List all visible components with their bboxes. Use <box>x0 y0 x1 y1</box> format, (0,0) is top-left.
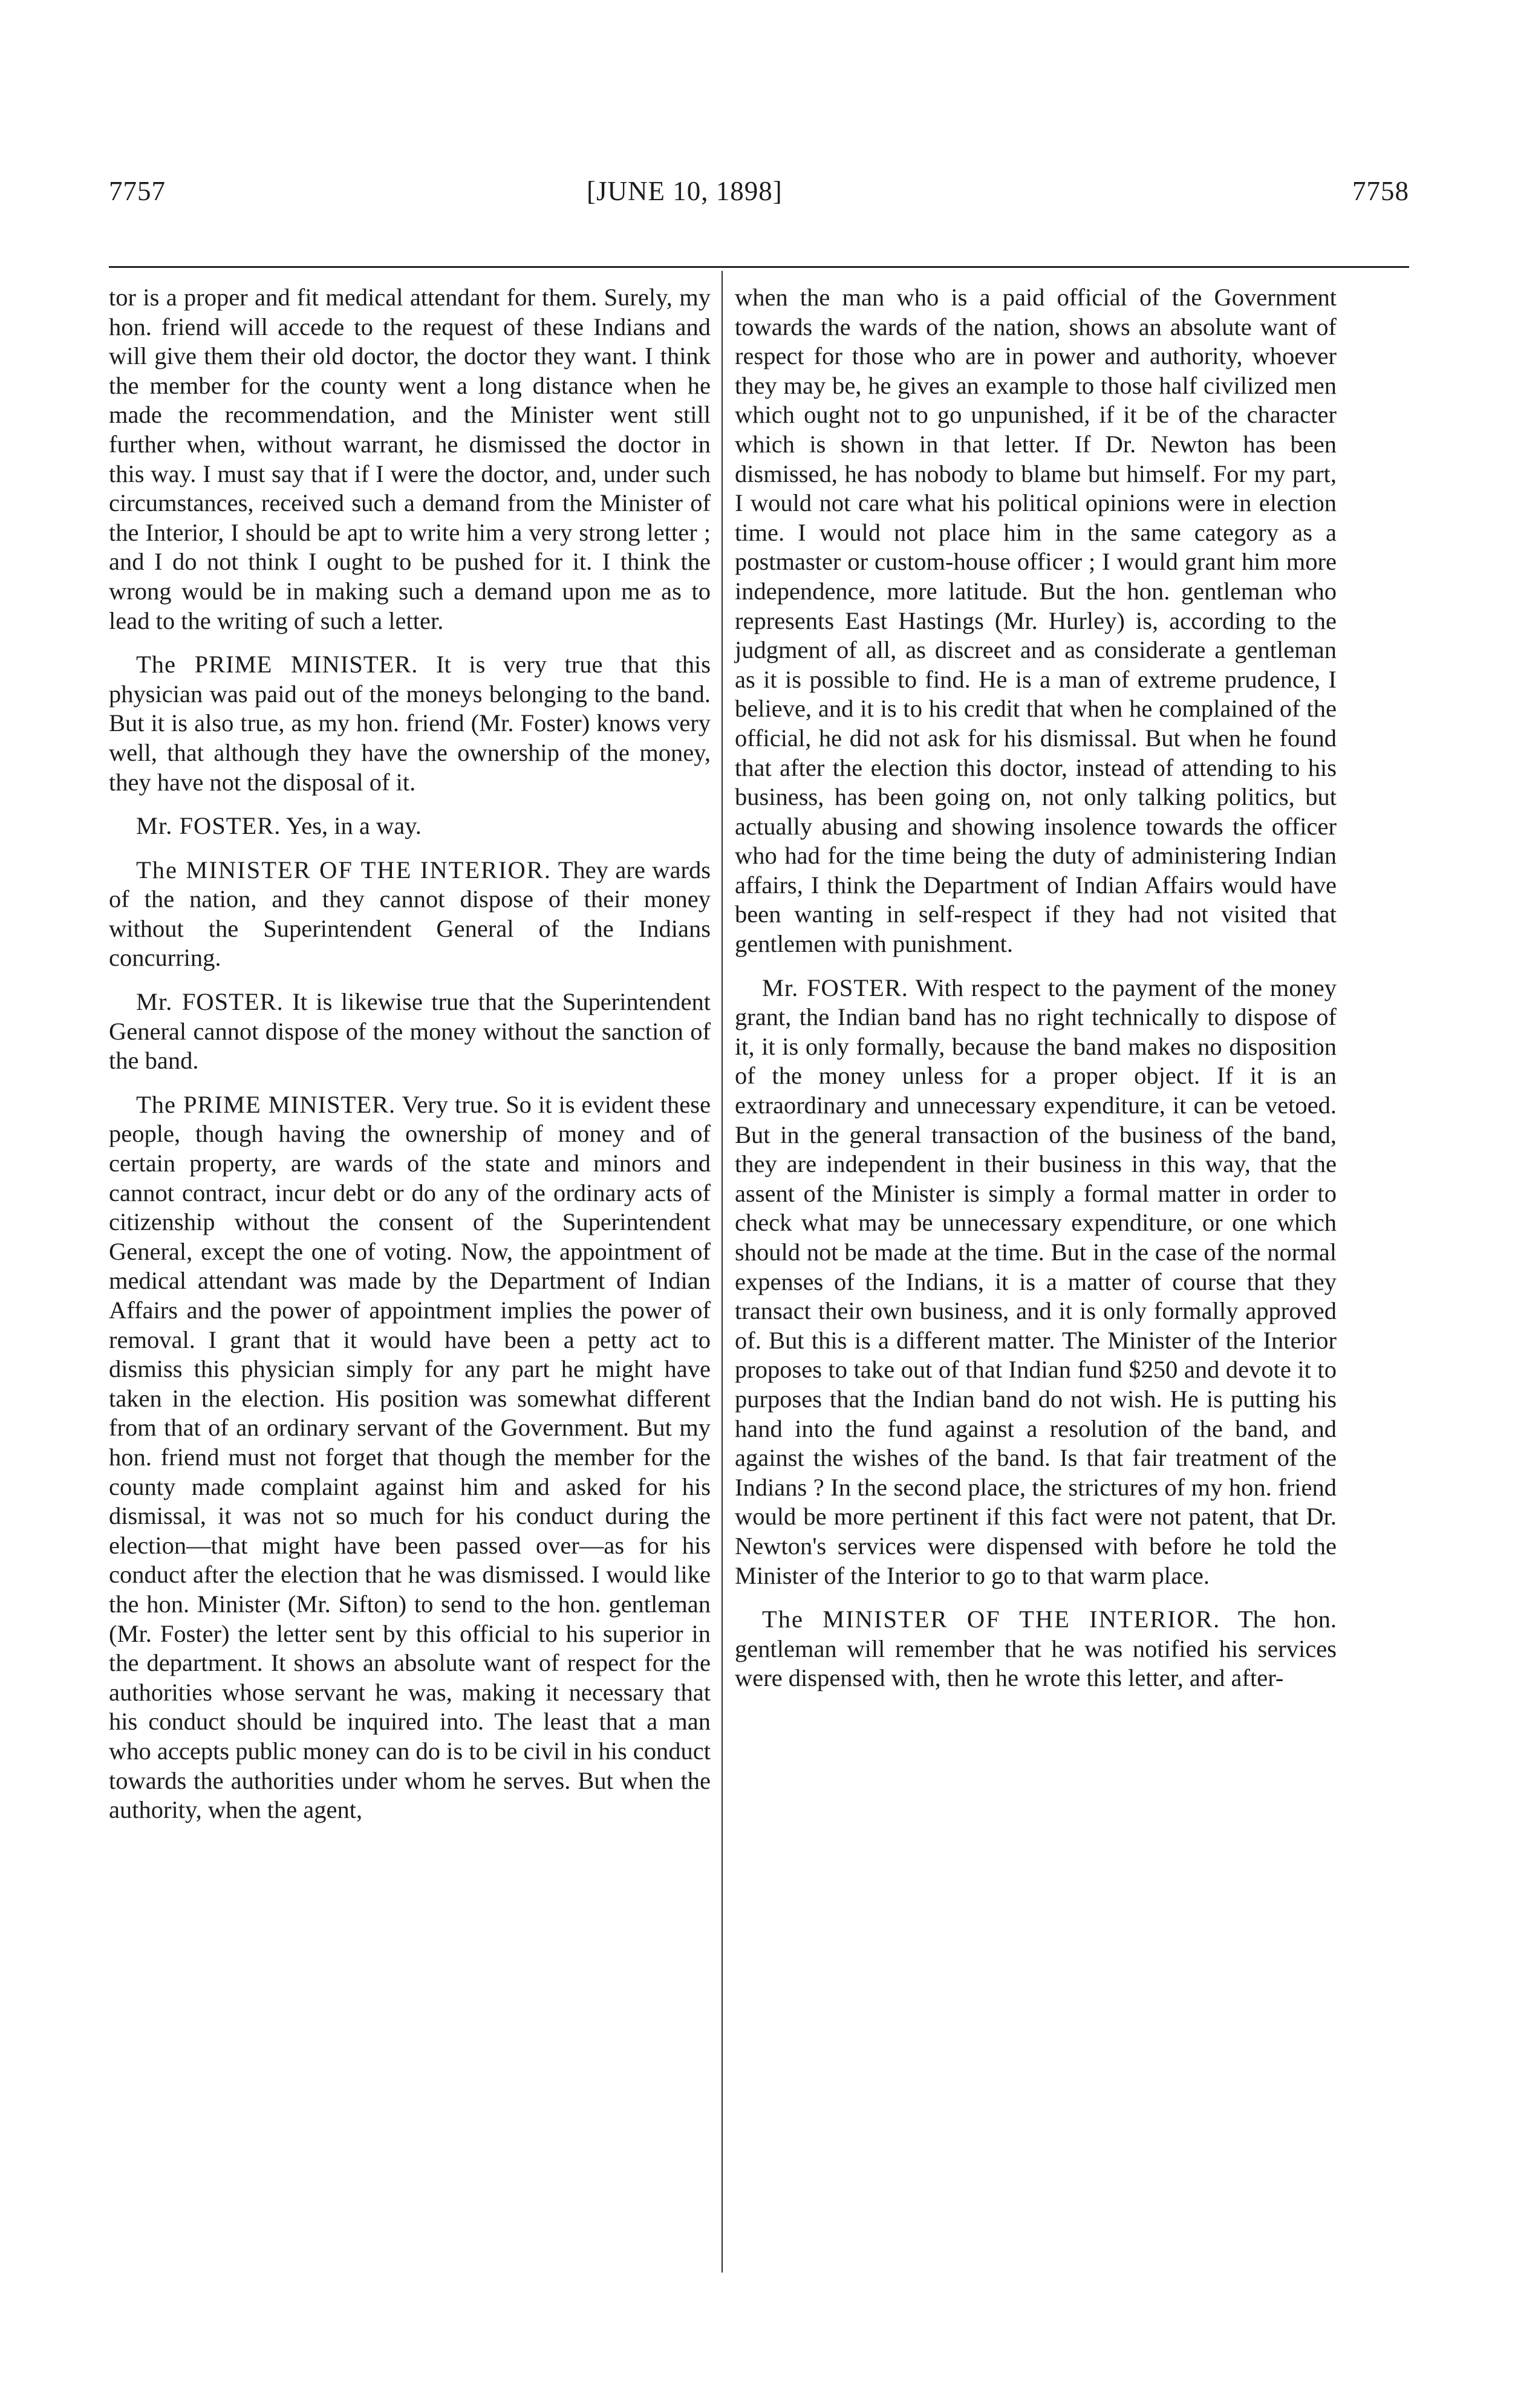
paragraph <box>735 974 1337 1590</box>
speech-text: Yes, in a way. <box>281 812 422 840</box>
paragraph <box>109 988 711 1076</box>
speaker-name: Mr. FOSTER. <box>136 812 281 840</box>
speaker-name: The PRIME MINISTER. <box>136 1090 396 1118</box>
speaker-name: Mr. FOSTER. <box>762 974 908 1001</box>
paragraph <box>109 650 711 797</box>
header-rule <box>109 266 1409 268</box>
speech-text: It is likewise true that the Superintendent General cannot dispose of the money without the sanction of the band. <box>109 988 711 1075</box>
left-column <box>109 283 711 1825</box>
right-column <box>735 283 1337 1693</box>
speaker-name: Mr. FOSTER. <box>136 988 284 1016</box>
speech-text: It is very true that this physician was paid out of the moneys belonging to the band. But it is also true, as my hon. friend (Mr. Foster) knows very well, that although they have the ownership of the money, they have not the disposal of it. <box>109 651 711 796</box>
paragraph <box>109 1090 711 1825</box>
paragraph: tor is a proper and fit medical attendant for them. Surely, my hon. friend will accede to the request of these Indians and will give them their old doctor, the doctor they want. I think the member for the county went a long distance when he made the recommendation, and the Minister went still further when, without warrant, he dismissed the doctor in this way. I must say that if I were the doctor, and, under such circumstances, received such a demand from the Minister of the Interior, I should be apt to write him a very strong letter ; and I do not think I ought to be pushed for it. I think the wrong would be in making such a demand upon me as to lead to the writing of such a letter. <box>109 284 711 634</box>
speaker-name: The MINISTER OF THE INTERIOR. <box>136 856 552 883</box>
right-page-number: 7758 <box>1352 176 1409 206</box>
speaker-name: The MINISTER OF THE INTERIOR. <box>762 1606 1221 1633</box>
paragraph <box>735 1605 1337 1693</box>
page-header <box>109 175 1409 218</box>
speech-text: The hon. gentleman will remember that he was notified his services were dispensed with, then he wrote this letter, and after- <box>735 1606 1337 1692</box>
page-date: [JUNE 10, 1898] <box>587 176 783 206</box>
paragraph <box>109 856 711 973</box>
speech-text: With respect to the payment of the money grant, the Indian band has no right technically to dispose of it, it is only formally, because the band makes no disposition of the money unless for a proper object. If it is an extraordinary and unnecessary expenditure, it can be vetoed. But in the general transaction of the business of the band, they are independent in their business in this way, that the assent of the Minister is simply a formal matter in order to check what may be unnecessary expenditure, or one which should not be made at the time. But in the case of the normal expenses of the Indians, it is a matter of course that they transact their own business, and it is only formally approved of. But this is a different matter. The Minister of the Interior proposes to take out of that Indian fund $250 and devote it to purposes that the Indian band do not wish. He is putting his hand into the fund against a resolution of the band, and against the wishes of the band. Is that fair treatment of the Indians ? In the second place, the strictures of my hon. friend would be more pertinent if this fact were not patent, that Dr. Newton's services were dispensed with before he told the Minister of the Interior to go to that warm place. <box>735 974 1337 1589</box>
speech-text: Very true. So it is evident these people, though having the ownership of money and of certain property, are wards of the state and minors and cannot contract, incur debt or do any of the ordinary acts of citizenship without the consent of the Superintendent General, except the one of voting. Now, the appointment of medical attendant was made by the Department of Indian Affairs and the power of appointment implies the power of removal. I grant that it would have been a petty act to dismiss this physician simply for any part he might have taken in the election. His position was somewhat different from that of an ordinary servant of the Government. But my hon. friend must not forget that though the member for the county made complaint against him and asked for his dismissal, it was not so much for his conduct during the election—that might have been passed over—as for his conduct after the election that he was dismissed. I would like the hon. Minister (Mr. Sifton) to send to the hon. gentleman (Mr. Foster) the letter sent by this official to his superior in the department. It shows an absolute want of respect for the authorities whose servant he was, making it necessary that his conduct should be inquired into. The least that a man who accepts public money can do is to be civil in his conduct towards the authorities under whom he serves. But when the authority, when the agent, <box>109 1090 711 1824</box>
column-divider <box>722 271 723 2273</box>
left-page-number: 7757 <box>109 176 166 206</box>
paragraph <box>109 812 711 841</box>
paragraph: when the man who is a paid official of the Government towards the wards of the nation, shows an absolute want of respect for those who are in power and authority, whoever they may be, he gives an example to those half civilized men which ought not to go unpunished, if it be of the character which is shown in that letter. If Dr. Newton has been dismissed, he has nobody to blame but himself. For my part, I would not care what his political opinions were in election time. I would not place him in the same category as a postmaster or custom-house officer ; I would grant him more independence, more latitude. But the hon. gentleman who represents East Hastings (Mr. Hurley) is, according to the judgment of all, as discreet and as considerate a gentleman as it is possible to find. He is a man of extreme prudence, I believe, and it is to his credit that when he complained of the official, he did not ask for his dismissal. But when he found that after the election this doctor, instead of attending to his business, has been going on, not only talking politics, but actually abusing and showing insolence towards the officer who had for the time being the duty of administering Indian affairs, I think the Department of Indian Affairs would have been wanting in self-respect if they had not visited that gentlemen with punishment. <box>735 284 1337 958</box>
speaker-name: The PRIME MINISTER. <box>136 651 419 678</box>
speech-text: They are wards of the nation, and they cannot dispose of their money without the Superintendent General of the Indians concurring. <box>109 856 711 972</box>
